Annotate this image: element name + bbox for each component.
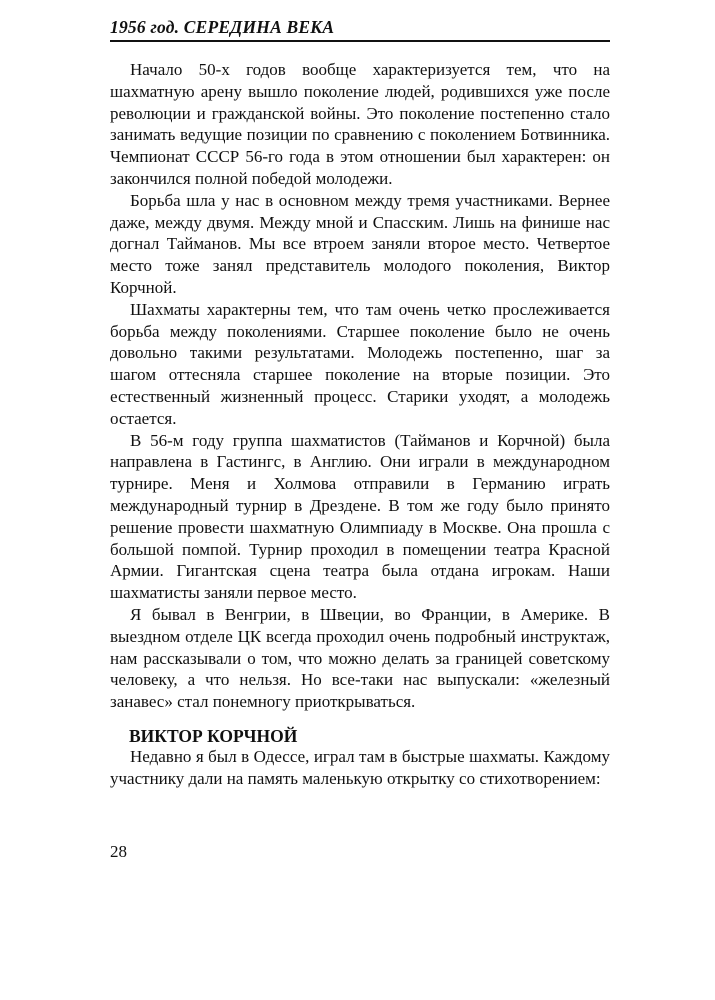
paragraph: В 56-м году группа шахматистов (Тайманов и Корчной) была направлена в Гастингс, в Англию. Они играли в международном турнире. Меня и Холмова отправили в Германию играть международный турнир в Дрездене. В том же году было принято решение провести шахматную Олимпиаду в Москве. Она прошла с большой помпой. Турнир проходил в помещении театра Красной Армии. Гигантская сцена театра была отдана игрокам. Наши шахматисты заняли первое место.: [110, 430, 610, 603]
running-title: 1956 год. СЕРЕДИНА ВЕКА: [110, 17, 335, 37]
page-number: 28: [110, 842, 127, 861]
section-heading: ВИКТОР КОРЧНОЙ: [129, 726, 298, 746]
section-text: [110, 746, 610, 790]
paragraph: Начало 50-х годов вообще характеризуется тем, что на шахматную арену вышло поколение людей, родившихся уже после революции и гражданской войны. Это поколение постепенно стало занимать ведущие позиции по сравнению с поколением Ботвинника. Чемпионат СССР 56-го года в этом отношении был характерен: он закончился полной победой молодежи.: [110, 60, 610, 188]
paragraph: Борьба шла у нас в основном между тремя участниками. Вернее даже, между двумя. Между мной и Спасским. Лишь на финише нас догнал Тайманов. Мы все втроем заняли второе место. Четвертое место тоже занял представитель молодого поколения, Виктор Корчной.: [110, 190, 610, 297]
paragraph: Я бывал в Венгрии, в Швеции, во Франции, в Америке. В выездном отделе ЦК всегда проходил очень подробный инструктаж, нам рассказывали о том, что можно делать за границей советскому человеку, а что нельзя. Но все-таки нас выпускали: «железный занавес» стал понемногу приоткрываться.: [110, 604, 610, 712]
paragraph: Шахматы характерны тем, что там очень четко прослеживается борьба между поколениями. Старшее поколение было не очень довольно такими результатами. Молодежь постепенно, шаг за шагом оттесняла старшее поколение на вторые позиции. Это естественный жизненный процесс. Старики уходят, а молодежь остается.: [110, 299, 610, 428]
running-head: [110, 14, 610, 42]
main-text: [110, 59, 610, 713]
paragraph: Недавно я был в Одессе, играл там в быстрые шахматы. Каждому участнику дали на память маленькую открытку со стихотворением:: [110, 747, 610, 788]
